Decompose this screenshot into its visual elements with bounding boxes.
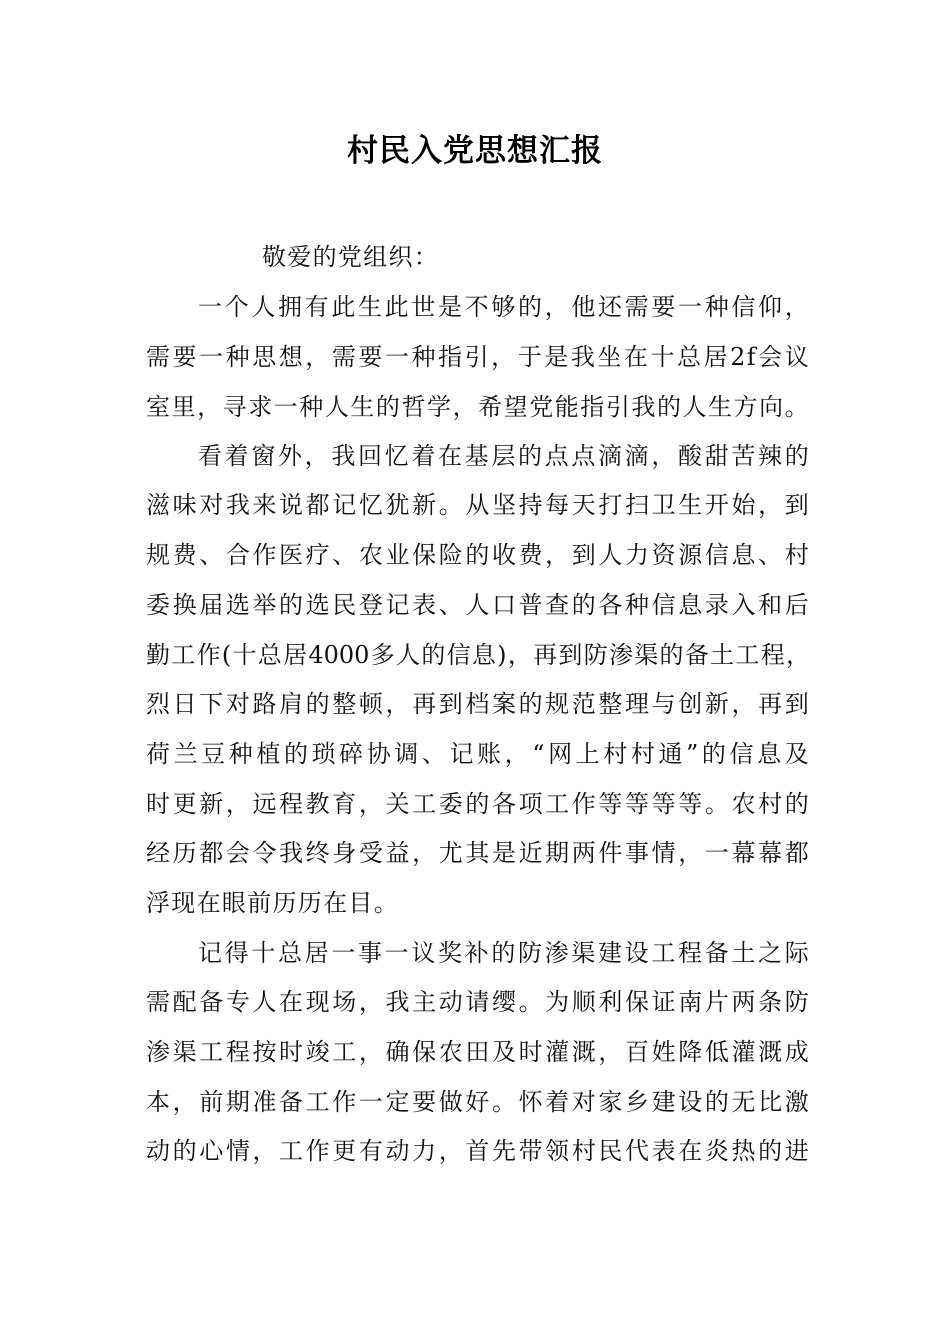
paragraph-line: 时更新，远程教育，关工委的各项工作等等等等。农村的 [146, 790, 810, 818]
paragraph-line: 经历都会令我终身受益，尤其是近期两件事情，一幕幕都 [146, 839, 810, 867]
paragraph-line: 规费、合作医疗、农业保险的收费，到人力资源信息、村 [146, 541, 810, 569]
greeting: 敬爱的党组织： [262, 243, 440, 271]
paragraph-line: 烈日下对路肩的整顿，再到档案的规范整理与创新，再到 [146, 690, 810, 718]
paragraph-line: 委换届选举的选民登记表、人口普查的各种信息录入和后 [146, 591, 810, 619]
paragraph-line: 记得十总居一事一议奖补的防渗渠建设工程备土之际 [198, 939, 810, 967]
paragraph-line: 室里，寻求一种人生的哲学，希望党能指引我的人生方向。 [146, 393, 810, 421]
paragraph-line: 一个人拥有此生此世是不够的，他还需要一种信仰， [198, 293, 810, 321]
paragraph-line: 需配备专人在现场，我主动请缨。为顺利保证南片两条防 [146, 988, 810, 1016]
paragraph-line: 荷兰豆种植的琐碎协调、记账，“网上村村通”的信息及 [146, 740, 810, 768]
paragraph-line: 看着窗外，我回忆着在基层的点点滴滴，酸甜苦辣的 [198, 442, 810, 470]
paragraph-line: 渗渠工程按时竣工，确保农田及时灌溉，百姓降低灌溉成 [146, 1038, 810, 1066]
paragraph-line: 动的心情，工作更有动力，首先带领村民代表在炎热的进 [146, 1137, 810, 1165]
paragraph-line: 滋味对我来说都记忆犹新。从坚持每天打扫卫生开始，到 [146, 491, 810, 519]
document-title: 村民入党思想汇报 [347, 133, 603, 169]
paragraph-line: 勤工作(十总居4000多人的信息)，再到防渗渠的备土工程， [146, 641, 810, 669]
paragraph-line: 需要一种思想，需要一种指引，于是我坐在十总居2f会议 [146, 343, 810, 371]
paragraph-line: 本，前期准备工作一定要做好。怀着对家乡建设的无比激 [146, 1088, 810, 1116]
paragraph-line: 浮现在眼前历历在目。 [146, 889, 399, 917]
